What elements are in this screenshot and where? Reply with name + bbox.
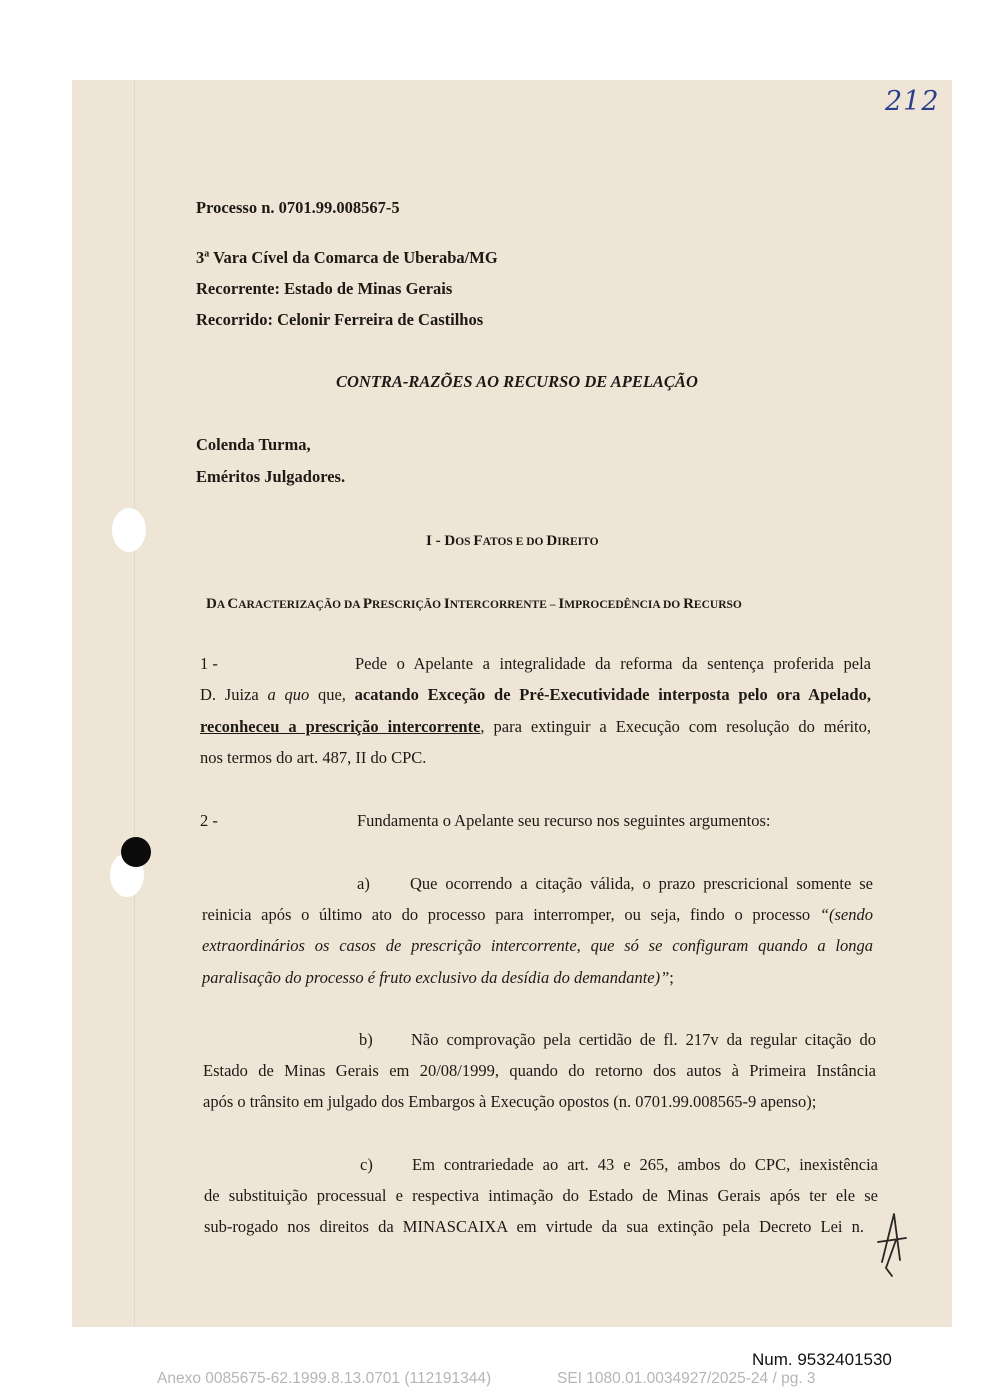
item-a-label: a) (357, 874, 370, 893)
subsection-heading-fragment: I (558, 596, 565, 612)
section-heading-fragment: D (444, 533, 456, 549)
greeting-2: Eméritos Julgadores. (196, 467, 346, 486)
paragraph-1-line-1: Pede o Apelante a integralidade da reforma da sentença proferida pela (355, 654, 871, 673)
item-c-line-1: Em contrariedade ao art. 43 e 265, ambos do CPC, inexistência (412, 1155, 878, 1174)
subsection-heading-fragment: C (227, 596, 239, 612)
subsection-heading-fragment: MPROCEDÊNCIA DO (564, 599, 684, 611)
margin-rule (134, 80, 135, 1327)
subsection-heading-fragment: I (443, 596, 450, 612)
subsection-heading-fragment: P (362, 596, 373, 612)
paragraph-1-line-4: nos termos do art. 487, II do CPC. (200, 748, 427, 767)
item-a-line-2: reinicia após o último ato do processo para interromper, ou seja, findo o processo “(sendo (202, 905, 873, 924)
document-number: Num. 9532401530 (752, 1350, 892, 1369)
punch-hole-top (112, 508, 146, 552)
appellant-line: Recorrente: Estado de Minas Gerais (196, 279, 453, 298)
item-a-line-1: Que ocorrendo a citação válida, o prazo prescricional somente se (410, 874, 873, 893)
section-heading-fragment: OS (455, 536, 474, 548)
paragraph-1-number: 1 - (200, 654, 218, 673)
process-number: Processo n. 0701.99.008567-5 (196, 198, 400, 217)
item-c-line-3: sub-rogado nos direitos da MINASCAIXA em virtude da sua extinção pela Decreto Lei n. (204, 1217, 864, 1236)
section-heading-fragment: IREITO (557, 536, 599, 548)
section-heading-fragment: I - (426, 533, 445, 549)
item-a-line-3: extraordinários os casos de prescrição intercorrente, que só se configuram quando a longa (202, 936, 873, 955)
section-heading-fragment: F (473, 533, 483, 549)
item-c-label: c) (360, 1155, 373, 1174)
item-c-line-2: de substituição processual e respectiva intimação do Estado de Minas Gerais após ter ele se (204, 1186, 878, 1205)
subsection-heading-fragment: R (683, 596, 694, 612)
punch-hole-shadow (121, 837, 151, 867)
annex-reference: Anexo 0085675-62.1999.8.13.0701 (112191344) (157, 1370, 492, 1387)
paragraph-1-line-2: D. Juiza a quo que, acatando Exceção de Pré-Executividade interposta pelo ora Apelado, (200, 685, 871, 704)
section-heading-fragment: ATOS E DO (482, 536, 547, 548)
sei-reference: SEI 1080.01.0034927/2025-24 / pg. 3 (557, 1370, 816, 1387)
section-heading-fragment: D (546, 533, 558, 549)
item-b-line-2: Estado de Minas Gerais em 20/08/1999, quando do retorno dos autos à Primeira Instância (203, 1061, 876, 1080)
subsection-heading-fragment: RESCRIÇÃO (372, 599, 444, 611)
handwritten-page-number: 212 (885, 86, 940, 117)
appellee-line: Recorrido: Celonir Ferreira de Castilhos (196, 310, 484, 329)
subsection-heading-fragment: D (206, 596, 217, 612)
item-b-line-1: Não comprovação pela certidão de fl. 217v da regular citação do (411, 1030, 876, 1049)
paragraph-1-line-3: reconheceu a prescrição intercorrente, para extinguir a Execução com resolução do mérito, (200, 717, 871, 736)
document-title: CONTRA-RAZÕES AO RECURSO DE APELAÇÃO (336, 372, 698, 391)
item-b-line-3: após o trânsito em julgado dos Embargos à Execução opostos (n. 0701.99.008565-9 apenso); (203, 1092, 817, 1111)
item-b-label: b) (359, 1030, 373, 1049)
paragraph-2-line-1: Fundamenta o Apelante seu recurso nos seguintes argumentos: (357, 811, 771, 830)
initials-signature-icon (872, 1210, 912, 1280)
greeting-1: Colenda Turma, (196, 435, 311, 454)
subsection-heading-fragment: A (216, 599, 228, 611)
subsection-heading-fragment: ECURSO (693, 599, 742, 611)
subsection-heading (206, 593, 742, 613)
scanned-page (72, 80, 952, 1327)
paragraph-2-number: 2 - (200, 811, 218, 830)
subsection-heading-fragment: NTERCORRENTE – (449, 599, 559, 611)
item-a-line-4: paralisação do processo é fruto exclusivo da desídia do demandante)”; (202, 968, 674, 987)
court-line: 3$^a$ Vara Cível da Comarca de Uberaba/MG (196, 248, 498, 267)
section-heading (426, 530, 599, 550)
subsection-heading-fragment: ARACTERIZAÇÃO DA (238, 599, 363, 611)
